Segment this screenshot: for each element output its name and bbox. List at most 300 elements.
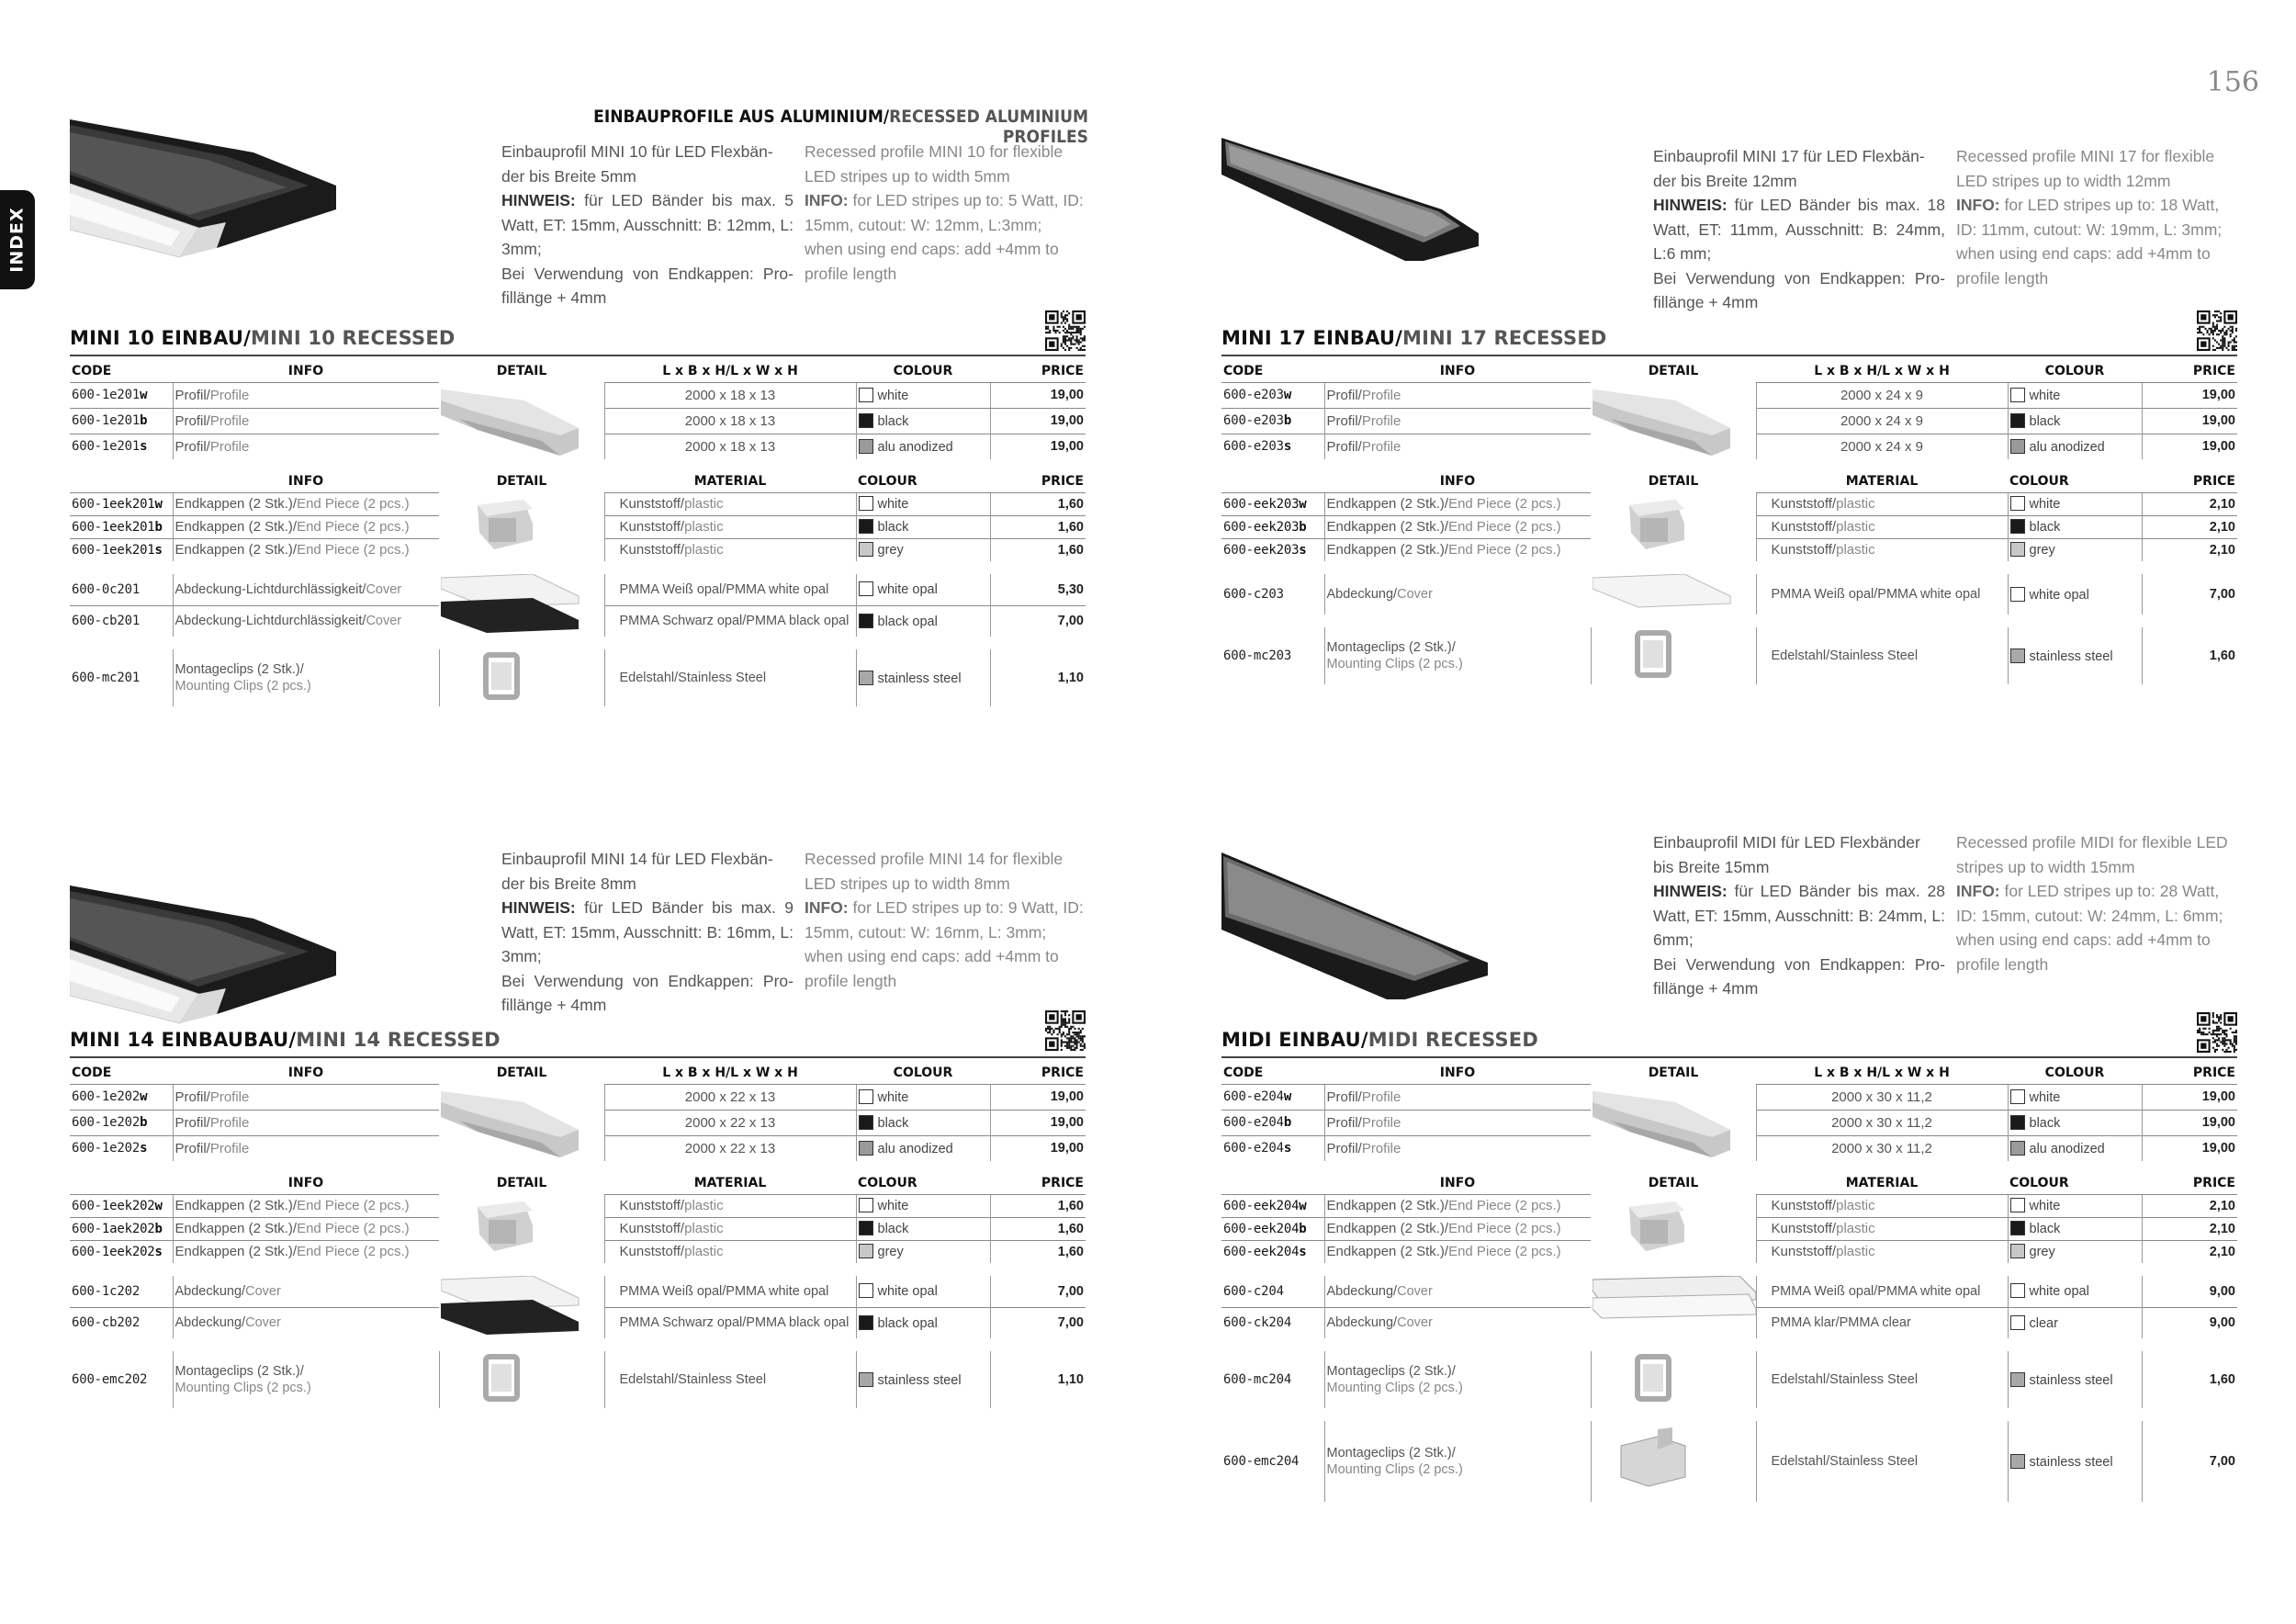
material: Kunststoff/plastic xyxy=(604,1194,856,1217)
section-title-de: MINI 17 EINBAU/ xyxy=(1221,327,1403,349)
colour-label: white xyxy=(877,1199,909,1213)
dimensions: 2000 x 18 x 13 xyxy=(604,408,856,434)
column-header-colour: COLOUR xyxy=(893,1065,953,1080)
colour-cell xyxy=(2008,1084,2142,1110)
table-row[interactable] xyxy=(1221,1194,2237,1217)
colour-swatch xyxy=(2010,1221,2025,1235)
column-header-material: MATERIAL xyxy=(693,1175,767,1190)
colour-cell xyxy=(2008,382,2142,408)
dimensions: 2000 x 24 x 9 xyxy=(1756,408,2008,434)
product-code: 600-e203b xyxy=(1221,408,1324,434)
column-header-code: CODE xyxy=(72,363,112,378)
description-de-line: Einbauprofil MIDI für LED Flexbänder xyxy=(1653,833,1920,851)
column-header-colour: COLOUR xyxy=(893,363,953,378)
table-row[interactable] xyxy=(70,1276,1086,1307)
column-header-detail: DETAIL xyxy=(496,1066,547,1080)
price: 7,00 xyxy=(990,1307,1086,1338)
dimensions: 2000 x 22 x 13 xyxy=(604,1135,856,1161)
table-row[interactable] xyxy=(1221,1276,2237,1307)
spacer xyxy=(1221,615,2237,627)
colour-swatch xyxy=(2010,587,2025,602)
section-title-en: MIDI RECESSED xyxy=(1367,1029,1538,1051)
dimensions: 2000 x 30 x 11,2 xyxy=(1756,1084,2008,1110)
detail-image xyxy=(439,649,604,706)
column-header-dims: L x B x H/L x W x H xyxy=(1814,1065,1950,1080)
column-header-detail: DETAIL xyxy=(1648,474,1699,489)
colour-label: grey xyxy=(2029,1245,2055,1260)
colour-cell xyxy=(2008,1194,2142,1217)
detail-image xyxy=(439,1351,604,1408)
hint-label: HINWEIS: xyxy=(1653,882,1728,900)
colour-cell xyxy=(2008,434,2142,459)
column-header-price: PRICE xyxy=(1041,363,1084,378)
detail-image xyxy=(1591,1351,1756,1408)
product-info: Endkappen (2 Stk.)/End Piece (2 pcs.) xyxy=(1324,515,1591,538)
price: 19,00 xyxy=(990,382,1086,408)
product-info: Endkappen (2 Stk.)/End Piece (2 pcs.) xyxy=(173,538,439,561)
colour-cell xyxy=(856,408,990,434)
description-en-line: Recessed profile MINI 10 for flexible LED stripes up to width 5mm xyxy=(805,142,1064,186)
description-de-line: Einbauprofil MINI 14 für LED Flexbän- xyxy=(501,850,773,868)
hint-text: für LED Bänder bis max. 5 Watt, ET: 15mm, Ausschnitt: B: 12mm, L: 3mm; xyxy=(501,191,793,258)
table-row[interactable] xyxy=(1221,382,2237,408)
price: 19,00 xyxy=(2142,408,2237,434)
product-code: 600-1e201w xyxy=(70,382,173,408)
colour-swatch xyxy=(859,439,873,454)
dimensions: 2000 x 22 x 13 xyxy=(604,1110,856,1135)
colour-label: black xyxy=(877,1115,909,1131)
colour-label: black xyxy=(877,1222,909,1236)
price: 19,00 xyxy=(990,1110,1086,1135)
qr-code[interactable] xyxy=(1045,1010,1086,1051)
detail-image xyxy=(439,1084,604,1161)
product-info: Montageclips (2 Stk.)/ Mounting Clips (2 pcs.) xyxy=(1324,1351,1591,1408)
section-title-de: MINI 10 EINBAU/ xyxy=(70,327,252,349)
column-header-info: INFO xyxy=(1439,473,1476,489)
description-en-line: Recessed profile MINI 14 for flexible LED stripes up to width 8mm xyxy=(805,850,1064,893)
product-info: Profil/Profile xyxy=(173,434,439,459)
column-header-colour: COLOUR xyxy=(2009,1175,2069,1190)
product-code: 600-1e202s xyxy=(70,1135,173,1161)
product-info: Profil/Profile xyxy=(173,1110,439,1135)
colour-label: white opal xyxy=(877,582,938,598)
colour-label: alu anodized xyxy=(877,439,953,455)
colour-swatch xyxy=(859,1115,873,1130)
product-info: Endkappen (2 Stk.)/End Piece (2 pcs.) xyxy=(1324,1240,1591,1263)
colour-cell xyxy=(856,1240,990,1263)
colour-swatch xyxy=(2010,413,2025,428)
product-info: Endkappen (2 Stk.)/End Piece (2 pcs.) xyxy=(173,492,439,515)
colour-cell xyxy=(2008,515,2142,538)
section-title xyxy=(1221,327,1607,349)
description-en xyxy=(805,847,1085,993)
description-de-caps: Bei Verwendung von Endkappen: Pro-fillänge + 4mm xyxy=(1653,268,1945,311)
colour-swatch xyxy=(2010,1089,2025,1104)
section-title-en: MINI 10 RECESSED xyxy=(251,327,456,349)
colour-cell xyxy=(856,649,990,706)
column-header-detail: DETAIL xyxy=(496,474,547,489)
product-code: 600-cb201 xyxy=(70,605,173,637)
page-number: 156 xyxy=(2206,66,2259,98)
qr-code[interactable] xyxy=(2197,1012,2237,1053)
dimensions: 2000 x 22 x 13 xyxy=(604,1084,856,1110)
product-info: Profil/Profile xyxy=(1324,1135,1591,1161)
product-info: Profil/Profile xyxy=(1324,408,1591,434)
product-info: Endkappen (2 Stk.)/End Piece (2 pcs.) xyxy=(173,515,439,538)
price: 5,30 xyxy=(990,574,1086,605)
column-header-colour: COLOUR xyxy=(2009,473,2069,489)
column-header-price: PRICE xyxy=(2192,1065,2235,1080)
product-code: 600-1e201s xyxy=(70,434,173,459)
product-info: Profil/Profile xyxy=(173,408,439,434)
column-header-info: INFO xyxy=(287,473,324,489)
price: 19,00 xyxy=(2142,434,2237,459)
colour-label: stainless steel xyxy=(877,671,962,686)
colour-label: stainless steel xyxy=(2029,648,2113,664)
product-info: Abdeckung-Lichtdurchlässigkeit/Cover xyxy=(173,605,439,637)
table-row[interactable] xyxy=(70,1084,1086,1110)
colour-cell xyxy=(2008,1217,2142,1240)
colour-label: black opal xyxy=(877,614,938,629)
colour-swatch xyxy=(2010,1315,2025,1330)
description-de-hint xyxy=(1653,882,1945,949)
colour-cell xyxy=(856,605,990,637)
material: PMMA klar/PMMA clear xyxy=(1756,1307,2008,1338)
table-row[interactable] xyxy=(70,574,1086,605)
description-de xyxy=(1653,144,1945,315)
description-de-caps: Bei Verwendung von Endkappen: Pro-fillänge + 4mm xyxy=(501,264,793,307)
material: Kunststoff/plastic xyxy=(604,1217,856,1240)
spacer xyxy=(70,1338,1086,1351)
column-header-info: INFO xyxy=(1439,1175,1476,1190)
price: 2,10 xyxy=(2142,515,2237,538)
column-header-material: MATERIAL xyxy=(1845,1175,1919,1190)
column-header-info: INFO xyxy=(287,1175,324,1190)
detail-image xyxy=(1591,492,1756,561)
product-code: 600-e203s xyxy=(1221,434,1324,459)
product-info: Endkappen (2 Stk.)/End Piece (2 pcs.) xyxy=(173,1194,439,1217)
product-code: 600-e203w xyxy=(1221,382,1324,408)
colour-swatch xyxy=(859,519,873,534)
colour-swatch xyxy=(2010,542,2025,557)
column-header-material: MATERIAL xyxy=(693,473,767,489)
info-text: for LED stripes up to: 18 Watt, ID: 11mm, cutout: W: 19mm, L: 3mm; when using end caps: add +4mm to profile length xyxy=(1956,196,2223,288)
product-info: Profil/Profile xyxy=(173,1135,439,1161)
table-row[interactable] xyxy=(1221,627,2237,684)
price: 19,00 xyxy=(990,1135,1086,1161)
column-header-detail: DETAIL xyxy=(496,364,547,378)
colour-label: alu anodized xyxy=(2029,1141,2105,1156)
profile-header-row xyxy=(70,360,1086,382)
product-code: 600-c204 xyxy=(1223,1283,1284,1299)
detail-image xyxy=(1591,1421,1756,1502)
table-row[interactable] xyxy=(70,492,1086,515)
material: Kunststoff/plastic xyxy=(1756,492,2008,515)
colour-label: white xyxy=(2029,497,2061,512)
section-title xyxy=(70,1029,501,1051)
dimensions: 2000 x 18 x 13 xyxy=(604,382,856,408)
material: Kunststoff/plastic xyxy=(604,538,856,561)
colour-cell xyxy=(2008,574,2142,615)
colour-label: white xyxy=(2029,1199,2061,1213)
column-header-info: INFO xyxy=(1439,363,1476,378)
hint-text: für LED Bänder bis max. 28 Watt, ET: 15mm, Ausschnitt: B: 24mm, L: 6mm; xyxy=(1653,882,1945,949)
column-header-dims: L x B x H/L x W x H xyxy=(662,363,798,378)
description-de-line: der bis Breite 12mm xyxy=(1653,171,1797,190)
detail-image xyxy=(1591,627,1756,684)
product-info: Endkappen (2 Stk.)/End Piece (2 pcs.) xyxy=(1324,1194,1591,1217)
product-code: 600-e204b xyxy=(1221,1110,1324,1135)
hint-text: für LED Bänder bis max. 18 Watt, ET: 11mm, Ausschnitt: B: 24mm, L:6 mm; xyxy=(1653,196,1945,263)
colour-cell xyxy=(2008,1351,2142,1408)
colour-label: white opal xyxy=(2029,587,2089,603)
colour-label: clear xyxy=(2029,1315,2058,1331)
profile-header-row xyxy=(1221,360,2237,382)
material: Kunststoff/plastic xyxy=(1756,1194,2008,1217)
dimensions: 2000 x 24 x 9 xyxy=(1756,434,2008,459)
product-info: Abdeckung/Cover xyxy=(173,1276,439,1307)
table-row[interactable] xyxy=(70,382,1086,408)
product-table xyxy=(1221,360,2237,684)
colour-label: grey xyxy=(2029,543,2055,558)
colour-label: white xyxy=(2029,388,2061,403)
hint-label: HINWEIS: xyxy=(1653,196,1728,214)
price: 19,00 xyxy=(2142,1135,2237,1161)
colour-cell xyxy=(856,574,990,605)
detail-image xyxy=(439,574,604,637)
price: 1,60 xyxy=(990,492,1086,515)
info-label: INFO: xyxy=(1956,196,2000,214)
colour-cell xyxy=(2008,1110,2142,1135)
product-info: Endkappen (2 Stk.)/End Piece (2 pcs.) xyxy=(1324,1217,1591,1240)
material: Edelstahl/Stainless Steel xyxy=(604,649,856,706)
product-info: Profil/Profile xyxy=(1324,1110,1591,1135)
product-table xyxy=(1221,1062,2237,1502)
material: Kunststoff/plastic xyxy=(1756,538,2008,561)
hint-label: HINWEIS: xyxy=(501,898,576,917)
detail-image xyxy=(1591,574,1756,615)
product-code: 600-1eek201w xyxy=(70,492,173,515)
product-code: 600-mc204 xyxy=(1223,1372,1292,1387)
colour-swatch xyxy=(859,1198,873,1212)
colour-label: stainless steel xyxy=(2029,1372,2113,1388)
spacer xyxy=(1221,1161,2237,1172)
colour-label: white xyxy=(877,388,909,403)
product-code: 600-ck204 xyxy=(1221,1307,1324,1338)
product-code: 600-1e201b xyxy=(70,408,173,434)
description-de-hint xyxy=(501,898,793,965)
spacer xyxy=(1221,459,2237,470)
product-section-midi xyxy=(1221,825,2241,1523)
colour-label: grey xyxy=(877,543,904,558)
table-row[interactable] xyxy=(70,1194,1086,1217)
colour-label: white xyxy=(2029,1089,2061,1105)
colour-swatch xyxy=(2010,1283,2025,1298)
product-code: 600-1eek202w xyxy=(70,1194,173,1217)
title-rule xyxy=(70,355,1086,356)
colour-cell xyxy=(856,538,990,561)
qr-code[interactable] xyxy=(1045,310,1086,351)
colour-swatch xyxy=(859,614,873,628)
product-code: 600-e204w xyxy=(1221,1084,1324,1110)
section-title-en: MINI 17 RECESSED xyxy=(1402,327,1607,349)
product-photo xyxy=(1221,138,1525,303)
description-de-line: Einbauprofil MINI 17 für LED Flexbän- xyxy=(1653,147,1925,165)
product-photo xyxy=(70,885,373,1051)
table-row[interactable] xyxy=(1221,1421,2237,1502)
product-code: 600-emc204 xyxy=(1223,1454,1300,1469)
colour-cell xyxy=(856,1307,990,1338)
price: 19,00 xyxy=(990,1084,1086,1110)
colour-swatch xyxy=(859,1283,873,1298)
spacer xyxy=(1221,1263,2237,1276)
colour-label: black xyxy=(2029,1115,2061,1131)
colour-label: black opal xyxy=(877,1315,938,1331)
material: PMMA Weiß opal/PMMA white opal xyxy=(604,1276,856,1307)
index-tab[interactable] xyxy=(0,190,35,289)
price: 1,60 xyxy=(990,1194,1086,1217)
price: 2,10 xyxy=(2142,1194,2237,1217)
table-row[interactable] xyxy=(1221,574,2237,615)
colour-swatch xyxy=(2010,1372,2025,1387)
price: 2,10 xyxy=(2142,1240,2237,1263)
product-info: Profil/Profile xyxy=(173,1084,439,1110)
column-header-material: MATERIAL xyxy=(1845,473,1919,489)
dimensions: 2000 x 18 x 13 xyxy=(604,434,856,459)
table-row[interactable] xyxy=(1221,1084,2237,1110)
colour-swatch xyxy=(2010,519,2025,534)
column-header-colour: COLOUR xyxy=(2044,1065,2105,1080)
colour-swatch xyxy=(859,1221,873,1235)
section-title xyxy=(1221,1029,1538,1051)
column-header-dims: L x B x H/L x W x H xyxy=(662,1065,798,1080)
column-header-detail: DETAIL xyxy=(1648,1066,1699,1080)
product-code: 600-eek203w xyxy=(1221,492,1324,515)
spacer xyxy=(70,1161,1086,1172)
colour-swatch xyxy=(859,671,873,685)
colour-cell xyxy=(856,1276,990,1307)
description-de xyxy=(501,847,793,1018)
detail-image xyxy=(1591,1276,1756,1338)
product-code: 600-1e202w xyxy=(70,1084,173,1110)
table-row[interactable] xyxy=(1221,492,2237,515)
product-code: 600-1c202 xyxy=(72,1283,141,1299)
price: 1,60 xyxy=(990,1217,1086,1240)
colour-swatch xyxy=(2010,388,2025,402)
table-row[interactable] xyxy=(70,1351,1086,1408)
detail-image xyxy=(439,1194,604,1263)
table-row[interactable] xyxy=(1221,1351,2237,1408)
material: PMMA Weiß opal/PMMA white opal xyxy=(1756,1276,2008,1307)
column-header-price: PRICE xyxy=(1041,473,1084,489)
colour-cell xyxy=(856,1110,990,1135)
description-de-line: der bis Breite 8mm xyxy=(501,874,636,893)
product-code: 600-1aek202b xyxy=(70,1217,173,1240)
product-code: 600-mc203 xyxy=(1223,648,1292,663)
accessory-header-row xyxy=(70,470,1086,492)
price: 1,60 xyxy=(990,515,1086,538)
product-info: Abdeckung/Cover xyxy=(1324,1276,1591,1307)
accessory-header-row xyxy=(1221,470,2237,492)
column-header-code: CODE xyxy=(1223,1065,1264,1080)
colour-swatch xyxy=(2010,1115,2025,1130)
product-code: 600-1eek201s xyxy=(70,538,173,561)
colour-cell xyxy=(856,1217,990,1240)
product-info: Endkappen (2 Stk.)/End Piece (2 pcs.) xyxy=(173,1217,439,1240)
colour-cell xyxy=(2008,627,2142,684)
section-title xyxy=(70,327,456,349)
column-header-info: INFO xyxy=(287,363,324,378)
colour-swatch xyxy=(2010,1141,2025,1156)
description-de-caps: Bei Verwendung von Endkappen: Pro-fillänge + 4mm xyxy=(501,971,793,1014)
material: Kunststoff/plastic xyxy=(604,515,856,538)
column-header-dims: L x B x H/L x W x H xyxy=(1814,363,1950,378)
product-table xyxy=(70,1062,1086,1408)
colour-swatch xyxy=(859,496,873,511)
detail-image xyxy=(1591,382,1756,459)
colour-cell xyxy=(2008,492,2142,515)
spacer xyxy=(70,459,1086,470)
product-info: Profil/Profile xyxy=(173,382,439,408)
colour-swatch xyxy=(859,1244,873,1258)
material: Kunststoff/plastic xyxy=(604,492,856,515)
price: 2,10 xyxy=(2142,1217,2237,1240)
spacer xyxy=(1221,1338,2237,1351)
column-header-price: PRICE xyxy=(2192,363,2235,378)
colour-label: white xyxy=(877,1089,909,1105)
profile-header-row xyxy=(70,1062,1086,1084)
table-row[interactable] xyxy=(70,649,1086,706)
colour-swatch xyxy=(859,542,873,557)
colour-swatch xyxy=(859,1315,873,1330)
price: 1,60 xyxy=(990,1240,1086,1263)
hint-text: für LED Bänder bis max. 9 Watt, ET: 15mm, Ausschnitt: B: 16mm, L: 3mm; xyxy=(501,898,793,965)
product-code: 600-mc201 xyxy=(72,671,141,685)
colour-label: white xyxy=(877,497,909,512)
product-info: Profil/Profile xyxy=(1324,434,1591,459)
description-de-caps: Bei Verwendung von Endkappen: Pro-fillänge + 4mm xyxy=(1653,954,1945,998)
spacer xyxy=(1221,561,2237,574)
price: 7,00 xyxy=(990,605,1086,637)
product-info: Montageclips (2 Stk.)/ Mounting Clips (2 pcs.) xyxy=(173,649,439,706)
product-code: 600-e204s xyxy=(1221,1135,1324,1161)
product-info: Profil/Profile xyxy=(1324,382,1591,408)
colour-cell xyxy=(2008,1307,2142,1338)
colour-cell xyxy=(856,1135,990,1161)
accessory-header-row xyxy=(70,1172,1086,1194)
material: Kunststoff/plastic xyxy=(604,1240,856,1263)
colour-swatch xyxy=(859,413,873,428)
product-code: 600-eek203b xyxy=(1221,515,1324,538)
product-photo xyxy=(70,119,373,285)
material: PMMA Schwarz opal/PMMA black opal xyxy=(604,1307,856,1338)
description-en-line: Recessed profile MINI 17 for flexible LED stripes up to width 12mm xyxy=(1956,147,2215,190)
colour-cell xyxy=(2008,1240,2142,1263)
product-code: 600-0c201 xyxy=(72,581,141,597)
column-header-detail: DETAIL xyxy=(1648,364,1699,378)
title-rule xyxy=(1221,355,2237,356)
column-header-colour: COLOUR xyxy=(858,473,917,489)
description-en xyxy=(805,140,1085,286)
colour-cell xyxy=(856,1351,990,1408)
qr-code[interactable] xyxy=(2197,310,2237,351)
colour-label: black xyxy=(2029,1222,2061,1236)
info-text: for LED stripes up to: 28 Watt, ID: 15mm, cutout: W: 24mm, L: 6mm; when using end caps: add +4mm to profile length xyxy=(1956,882,2223,974)
detail-image xyxy=(439,1276,604,1338)
product-section-mini14 xyxy=(70,825,1089,1523)
material: Edelstahl/Stainless Steel xyxy=(1756,1351,2008,1408)
info-text: for LED stripes up to: 9 Watt, ID: 15mm, cutout: W: 16mm, L: 3mm; when using end caps: add +4mm to profile length xyxy=(805,898,1084,990)
